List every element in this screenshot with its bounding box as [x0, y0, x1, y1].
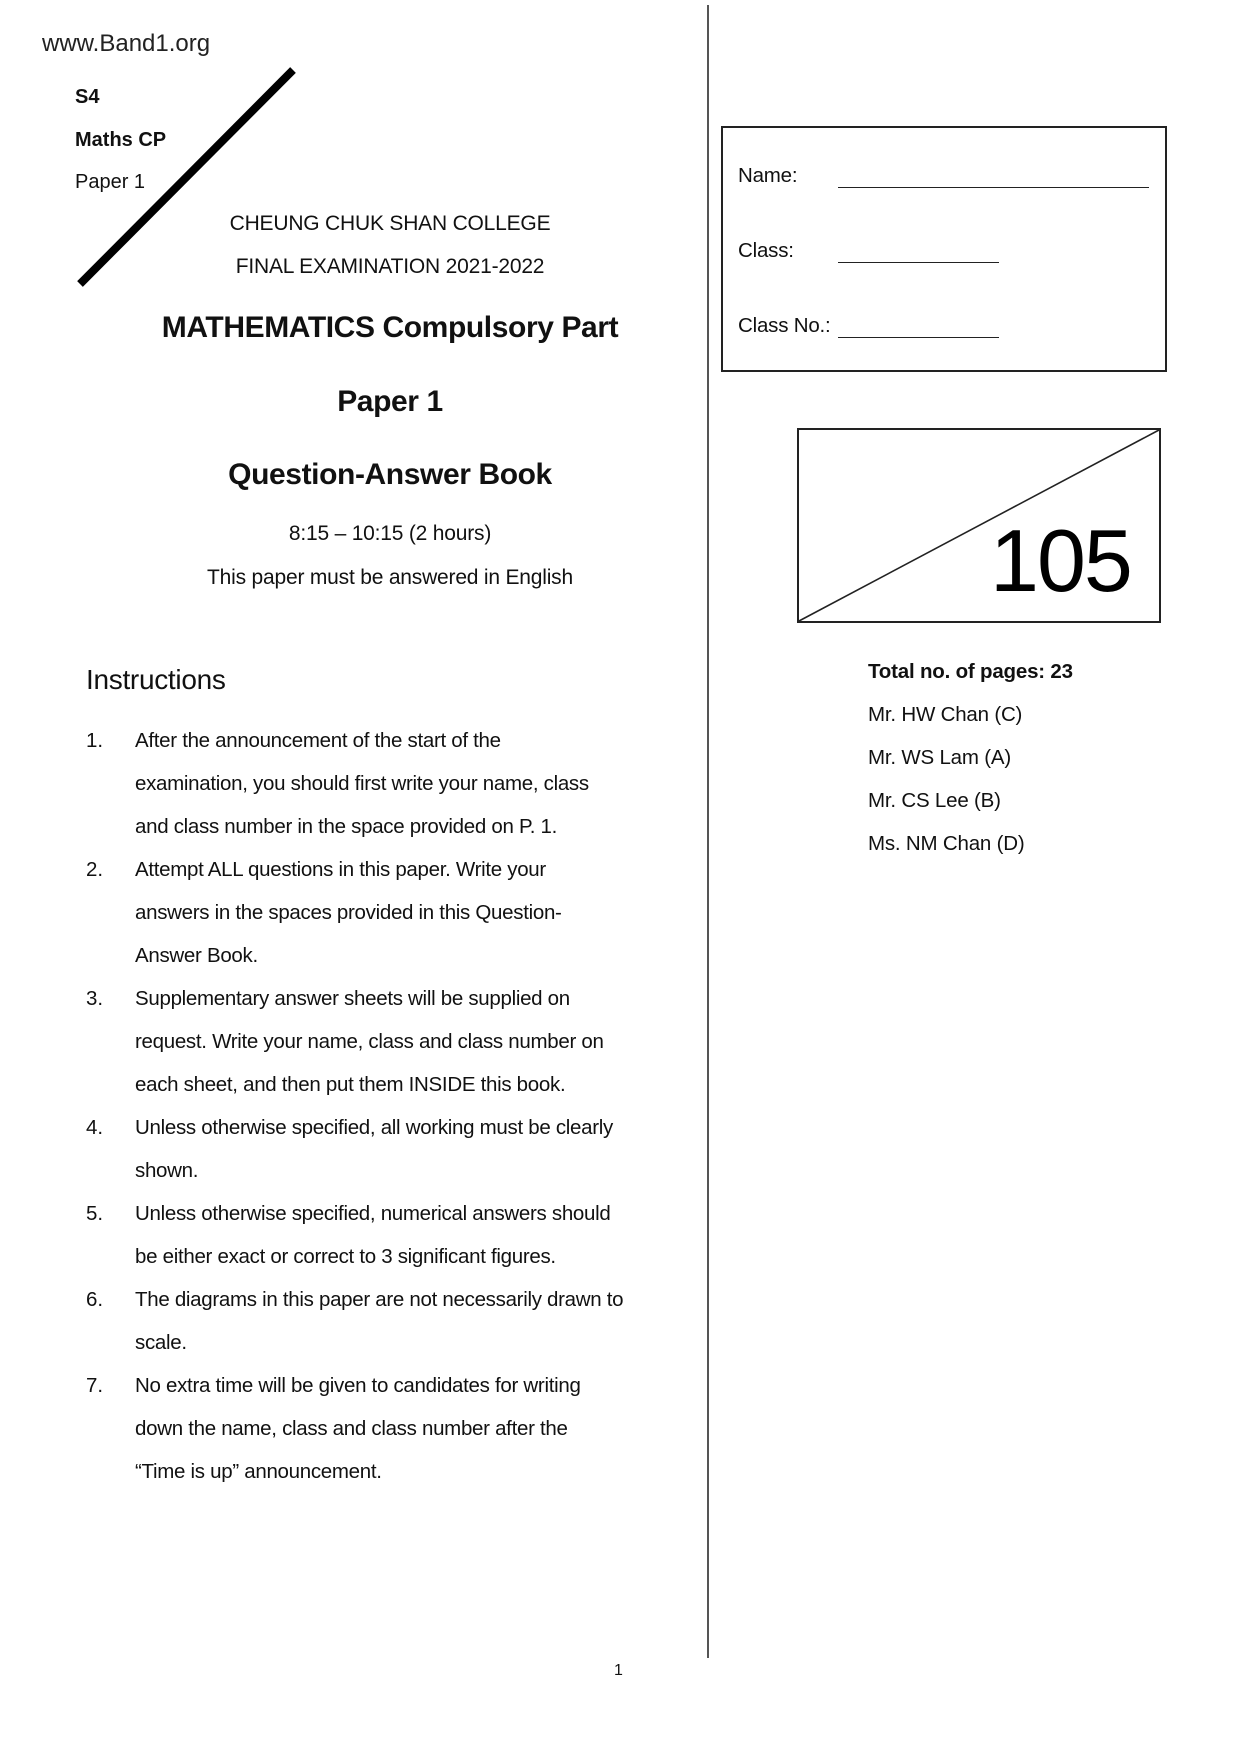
paper-number: Paper 1: [337, 385, 443, 418]
instruction-number: 5.: [86, 1202, 104, 1225]
subject-label: Maths CP: [75, 129, 167, 151]
instruction-text: No extra time will be given to candidates for writing: [135, 1374, 581, 1397]
instruction-number: 7.: [86, 1374, 104, 1397]
teacher-item: Mr. CS Lee (B): [868, 789, 1001, 812]
teacher-item: Mr. HW Chan (C): [868, 703, 1023, 726]
exam-time: 8:15 – 10:15 (2 hours): [288, 522, 492, 545]
instruction-text: Answer Book.: [135, 944, 258, 967]
instruction-text: After the announcement of the start of the: [135, 729, 501, 752]
instruction-text: Supplementary answer sheets will be supplied on: [135, 987, 570, 1010]
instruction-text: The diagrams in this paper are not necessarily drawn to: [135, 1288, 624, 1311]
book-title: Question-Answer Book: [228, 458, 552, 491]
teacher-item: Mr. WS Lam (A): [868, 746, 1011, 769]
instruction-text: answers in the spaces provided in this Question-: [135, 901, 562, 924]
paper-label: Paper 1: [75, 171, 146, 193]
instruction-text: examination, you should first write your name, class: [135, 772, 589, 795]
teacher-item: Ms. NM Chan (D): [868, 832, 1025, 855]
instruction-text: down the name, class and class number after the: [135, 1417, 568, 1440]
instruction-text: request. Write your name, class and class number on: [135, 1030, 604, 1053]
class-label: Class:: [738, 239, 794, 262]
instruction-number: 4.: [86, 1116, 104, 1139]
instruction-text: Attempt ALL questions in this paper. Write your: [135, 858, 546, 881]
instruction-text: “Time is up” announcement.: [135, 1460, 382, 1483]
score-value: 105: [990, 511, 1131, 610]
name-field[interactable]: [838, 169, 1149, 188]
paper-title: MATHEMATICS Compulsory Part: [161, 311, 619, 344]
class-no-field[interactable]: [838, 319, 999, 338]
instruction-number: 3.: [86, 987, 104, 1010]
instruction-number: 1.: [86, 729, 104, 752]
total-pages: Total no. of pages: 23: [868, 660, 1073, 683]
name-label: Name:: [738, 164, 798, 187]
form-label: S4: [75, 86, 100, 108]
instruction-text: and class number in the space provided on P. 1.: [135, 815, 557, 838]
exam-name: FINAL EXAMINATION 2021-2022: [235, 255, 545, 278]
instruction-number: 2.: [86, 858, 104, 881]
page-number: 1: [614, 1662, 623, 1679]
instructions-heading: Instructions: [86, 664, 226, 695]
watermark: www.Band1.org: [42, 30, 211, 57]
instruction-text: Unless otherwise specified, numerical answers should: [135, 1202, 611, 1225]
instruction-text: shown.: [135, 1159, 199, 1182]
class-field[interactable]: [838, 244, 999, 263]
class-no-label: Class No.:: [738, 314, 831, 337]
language-note: This paper must be answered in English: [207, 566, 573, 589]
instruction-text: be either exact or correct to 3 significant figures.: [135, 1245, 556, 1268]
instruction-number: 6.: [86, 1288, 104, 1311]
instruction-text: Unless otherwise specified, all working must be clearly: [135, 1116, 613, 1139]
school-name: CHEUNG CHUK SHAN COLLEGE: [229, 212, 551, 235]
instruction-text: each sheet, and then put them INSIDE this book.: [135, 1073, 566, 1096]
column-divider: [707, 5, 709, 1658]
instruction-text: scale.: [135, 1331, 187, 1354]
